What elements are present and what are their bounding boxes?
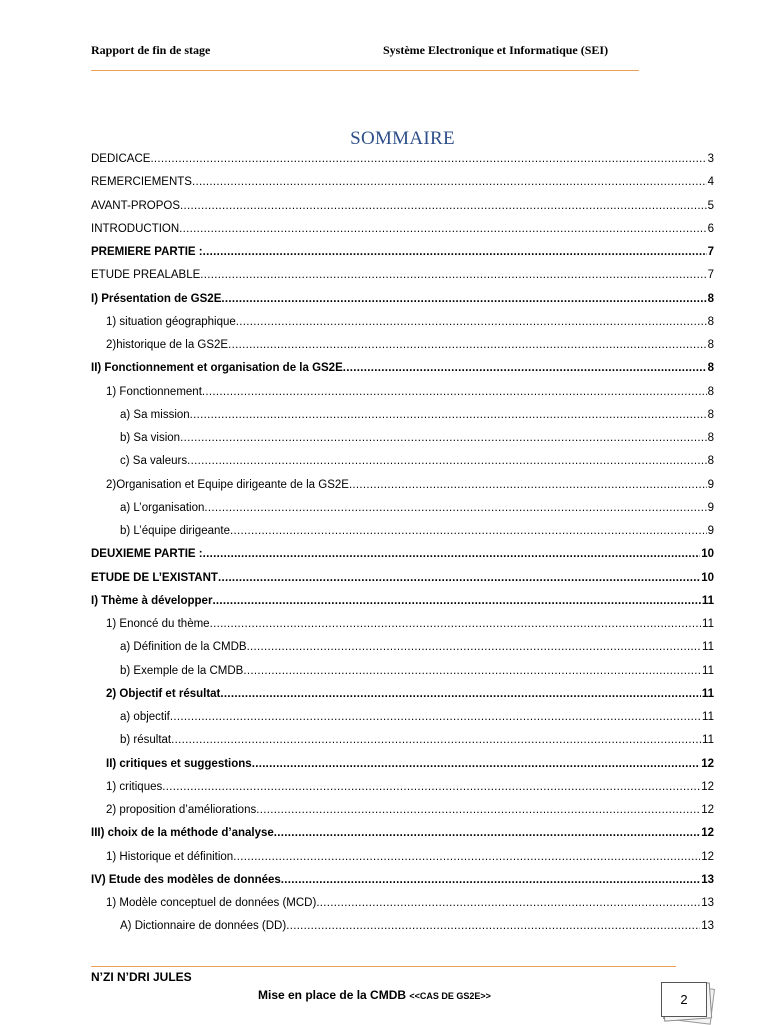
toc-leader-dots bbox=[180, 429, 707, 447]
toc-entry-page: 11 bbox=[702, 734, 714, 747]
toc-entry-title: c) Sa valeurs bbox=[120, 455, 188, 468]
toc-entry-page: 9 bbox=[707, 501, 714, 514]
toc-entry-title: a) L’organisation bbox=[120, 501, 205, 514]
toc-entry-page: 8 bbox=[707, 385, 714, 398]
toc-entry-page: 12 bbox=[701, 827, 714, 840]
toc-leader-dots bbox=[171, 731, 701, 749]
toc-entry bbox=[91, 592, 714, 610]
toc-entry-title: PREMIERE PARTIE : bbox=[91, 246, 203, 258]
toc-leader-dots bbox=[343, 359, 707, 377]
toc-leader-dots bbox=[220, 685, 700, 703]
toc-entry-title: 1) situation géographique bbox=[106, 315, 236, 328]
toc-entry bbox=[91, 569, 714, 587]
toc-entry bbox=[91, 197, 714, 215]
toc-entry-page: 10 bbox=[701, 571, 714, 584]
toc-entry bbox=[91, 545, 714, 563]
toc-entry bbox=[91, 406, 714, 424]
toc-leader-dots bbox=[187, 452, 706, 470]
footer-title-subtitle: <<CAS DE GS2E>> bbox=[409, 991, 491, 1001]
toc-entry bbox=[91, 778, 714, 796]
footer-author: N’ZI N’DRI JULES bbox=[91, 970, 192, 984]
toc-leader-dots bbox=[221, 290, 706, 308]
toc-entry-title: 1) critiques bbox=[106, 780, 163, 793]
toc-entry bbox=[91, 336, 714, 354]
header-department: Système Electronique et Informatique (SEI) bbox=[383, 43, 609, 57]
toc-entry-page: 11 bbox=[701, 594, 714, 607]
toc-entry-title: III) choix de la méthode d’analyse bbox=[91, 827, 274, 840]
toc-entry bbox=[91, 731, 714, 749]
toc-entry-title: AVANT-PROPOS bbox=[91, 199, 181, 212]
toc-entry-title: 1) Fonctionnement bbox=[106, 385, 202, 398]
toc-entry-title: DEDICACE bbox=[91, 153, 151, 165]
toc-entry-title: b) L’équipe dirigeante bbox=[120, 525, 230, 537]
toc-entry-title: I) Présentation de GS2E bbox=[91, 292, 222, 305]
toc-entry bbox=[91, 522, 714, 540]
toc-entry-page: 13 bbox=[701, 920, 714, 933]
toc-leader-dots bbox=[170, 708, 701, 726]
toc-entry-title: 2)historique de la GS2E bbox=[106, 339, 229, 351]
toc-entry bbox=[91, 708, 714, 726]
toc-entry-page: 8 bbox=[707, 315, 714, 328]
toc-leader-dots bbox=[233, 848, 700, 866]
toc-entry-page: 4 bbox=[707, 176, 714, 189]
toc-entry-title: II) Fonctionnement et organisation de la GS2E bbox=[91, 362, 343, 375]
toc-entry-title: 1) Modèle conceptuel de données (MCD) bbox=[106, 897, 317, 909]
toc-entry-title: 1) Historique et définition bbox=[106, 850, 234, 863]
toc-entry-title: 1) Enoncé du thème bbox=[106, 618, 210, 630]
toc-entry bbox=[91, 290, 714, 308]
toc-entry-page: 11 bbox=[702, 711, 714, 723]
toc-entry-title: 2) proposition d’améliorations bbox=[106, 804, 257, 816]
toc-leader-dots bbox=[202, 383, 707, 401]
toc-leader-dots bbox=[274, 824, 700, 842]
toc-entry bbox=[91, 894, 714, 912]
toc-entry-title: II) critiques et suggestions bbox=[106, 757, 252, 770]
toc-entry bbox=[91, 359, 714, 377]
toc-leader-dots bbox=[212, 592, 700, 610]
toc-entry-page: 7 bbox=[707, 246, 714, 258]
toc-entry-title: A) Dictionnaire de données (DD) bbox=[120, 920, 287, 933]
toc-entry-page: 11 bbox=[702, 664, 714, 677]
toc-entry-title: a) Définition de la CMDB bbox=[120, 641, 247, 654]
toc-entry bbox=[91, 313, 714, 331]
toc-entry bbox=[91, 499, 714, 517]
toc-leader-dots bbox=[286, 917, 700, 935]
toc-entry bbox=[91, 755, 714, 773]
toc-entry-page: 5 bbox=[707, 199, 714, 212]
toc-entry-page: 11 bbox=[702, 618, 714, 630]
toc-leader-dots bbox=[179, 220, 706, 238]
toc-entry-page: 12 bbox=[701, 780, 714, 793]
toc-entry-page: 11 bbox=[702, 641, 714, 654]
toc-entry bbox=[91, 383, 714, 401]
toc-entry-title: b) résultat bbox=[120, 734, 172, 747]
toc-entry-title: DEUXIEME PARTIE : bbox=[91, 548, 203, 561]
toc-leader-dots bbox=[228, 336, 706, 354]
footer-divider bbox=[91, 966, 676, 967]
toc-entry-page: 11 bbox=[701, 687, 714, 700]
toc-entry-page: 3 bbox=[707, 153, 714, 165]
toc-entry bbox=[91, 824, 714, 842]
toc-entry-page: 9 bbox=[707, 525, 714, 537]
toc-entry bbox=[91, 476, 714, 494]
toc-entry bbox=[91, 685, 714, 703]
toc-entry bbox=[91, 662, 714, 680]
toc-entry bbox=[91, 848, 714, 866]
toc-entry-title: b) Sa vision bbox=[120, 432, 181, 444]
page-number: 2 bbox=[661, 982, 707, 1017]
toc-leader-dots bbox=[203, 243, 707, 261]
toc-entry-title: 2) Objectif et résultat bbox=[106, 687, 221, 700]
toc-leader-dots bbox=[162, 778, 700, 796]
toc-entry-page: 13 bbox=[701, 873, 714, 886]
toc-entry-title: ETUDE PREALABLE bbox=[91, 269, 201, 282]
toc-leader-dots bbox=[218, 569, 700, 587]
toc-entry-page: 8 bbox=[707, 408, 714, 421]
toc-leader-dots bbox=[247, 638, 701, 656]
toc-entry-page: 12 bbox=[701, 757, 714, 770]
toc-entry-page: 8 bbox=[707, 292, 714, 305]
toc-entry-title: ETUDE DE L’EXISTANT bbox=[91, 571, 218, 584]
toc-entry-page: 12 bbox=[701, 850, 714, 863]
header-report-title: Rapport de fin de stage bbox=[91, 43, 211, 57]
header-divider bbox=[91, 70, 639, 71]
toc-leader-dots bbox=[349, 476, 707, 494]
toc-entry-page: 12 bbox=[701, 804, 714, 816]
toc-entry bbox=[91, 220, 714, 238]
toc-entry bbox=[91, 150, 714, 168]
toc-entry-title: b) Exemple de la CMDB bbox=[120, 664, 244, 677]
toc-leader-dots bbox=[210, 615, 701, 633]
toc-leader-dots bbox=[203, 545, 701, 563]
toc-entry bbox=[91, 871, 714, 889]
toc-entry bbox=[91, 452, 714, 470]
toc-entry-title: IV) Etude des modèles de données bbox=[91, 873, 281, 886]
toc-entry-title: REMERCIEMENTS bbox=[91, 176, 192, 189]
toc-entry bbox=[91, 801, 714, 819]
toc-leader-dots bbox=[281, 871, 700, 889]
toc-entry bbox=[91, 429, 714, 447]
toc-entry-page: 8 bbox=[707, 362, 714, 375]
toc-entry bbox=[91, 173, 714, 191]
toc-leader-dots bbox=[243, 662, 701, 680]
toc-leader-dots bbox=[190, 406, 707, 424]
toc-entry-page: 8 bbox=[707, 339, 714, 351]
toc-leader-dots bbox=[256, 801, 700, 819]
toc-entry-page: 9 bbox=[707, 478, 714, 491]
toc-leader-dots bbox=[150, 150, 706, 168]
toc-entry-page: 13 bbox=[701, 897, 714, 909]
toc-entry-page: 8 bbox=[707, 432, 714, 444]
toc-entry-title: I) Thème à développer bbox=[91, 594, 213, 607]
toc-leader-dots bbox=[180, 197, 707, 215]
toc-entry bbox=[91, 266, 714, 284]
toc-entry-page: 7 bbox=[707, 269, 714, 282]
toc-entry-page: 6 bbox=[707, 222, 714, 235]
toc-leader-dots bbox=[252, 755, 701, 773]
toc-leader-dots bbox=[200, 266, 706, 284]
footer-document-title bbox=[258, 988, 491, 1002]
toc-leader-dots bbox=[192, 173, 707, 191]
toc-leader-dots bbox=[316, 894, 700, 912]
footer-title-main: Mise en place de la CMDB bbox=[258, 988, 410, 1002]
toc-entry-title: 2)Organisation et Equipe dirigeante de la GS2E bbox=[106, 478, 349, 491]
toc-leader-dots bbox=[236, 313, 707, 331]
toc-entry-title: a) objectif bbox=[120, 711, 170, 723]
page-title: SOMMAIRE bbox=[350, 128, 455, 149]
toc-entry bbox=[91, 638, 714, 656]
toc-entry-title: a) Sa mission bbox=[120, 408, 190, 421]
toc-entry-title: INTRODUCTION bbox=[91, 222, 180, 235]
toc-leader-dots bbox=[230, 522, 707, 540]
toc-leader-dots bbox=[204, 499, 706, 517]
toc-entry bbox=[91, 917, 714, 935]
toc-entry-page: 8 bbox=[707, 455, 714, 468]
toc-entry bbox=[91, 615, 714, 633]
toc-entry bbox=[91, 243, 714, 261]
toc-entry-page: 10 bbox=[701, 548, 714, 561]
